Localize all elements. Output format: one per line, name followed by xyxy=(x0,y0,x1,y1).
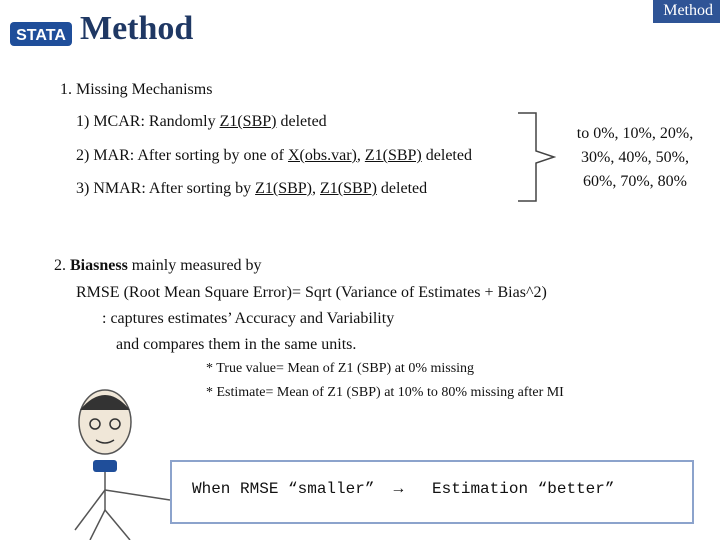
page-title: Method xyxy=(80,10,194,47)
compares-line: and compares them in the same units. xyxy=(116,336,357,353)
percent-line: to 0%, 10%, 20%, xyxy=(576,125,694,142)
true-value-note: * True value= Mean of Z1 (SBP) at 0% missing xyxy=(206,361,475,376)
percent-line: 60%, 70%, 80% xyxy=(583,173,687,190)
bracket xyxy=(516,111,556,203)
percent-list xyxy=(556,122,714,194)
bias-heading: 2. Biasness mainly measured by xyxy=(54,257,262,274)
logo-text: STATA xyxy=(16,27,66,44)
mar-item: 2) MAR: After sorting by one of X(obs.var), Z1(SBP) deleted xyxy=(76,147,472,164)
nmar-item: 3) NMAR: After sorting by Z1(SBP), Z1(SBP) deleted xyxy=(76,180,428,197)
stata-logo xyxy=(10,18,72,50)
percent-line: 30%, 40%, 50%, xyxy=(581,149,689,166)
rmse-line: RMSE (Root Mean Square Error)= Sqrt (Variance of Estimates + Bias^2) xyxy=(76,284,547,301)
corner-badge: Method xyxy=(653,0,720,23)
captures-line: : captures estimates’ Accuracy and Variability xyxy=(102,310,395,327)
estimate-note: * Estimate= Mean of Z1 (SBP) at 10% to 80% missing after MI xyxy=(206,385,564,400)
mcar-item: 1) MCAR: Randomly Z1(SBP) deleted xyxy=(76,113,327,130)
missing-heading: 1. Missing Mechanisms xyxy=(60,81,213,98)
conclusion-text: When RMSE “smaller” → Estimation “better” xyxy=(192,480,615,498)
